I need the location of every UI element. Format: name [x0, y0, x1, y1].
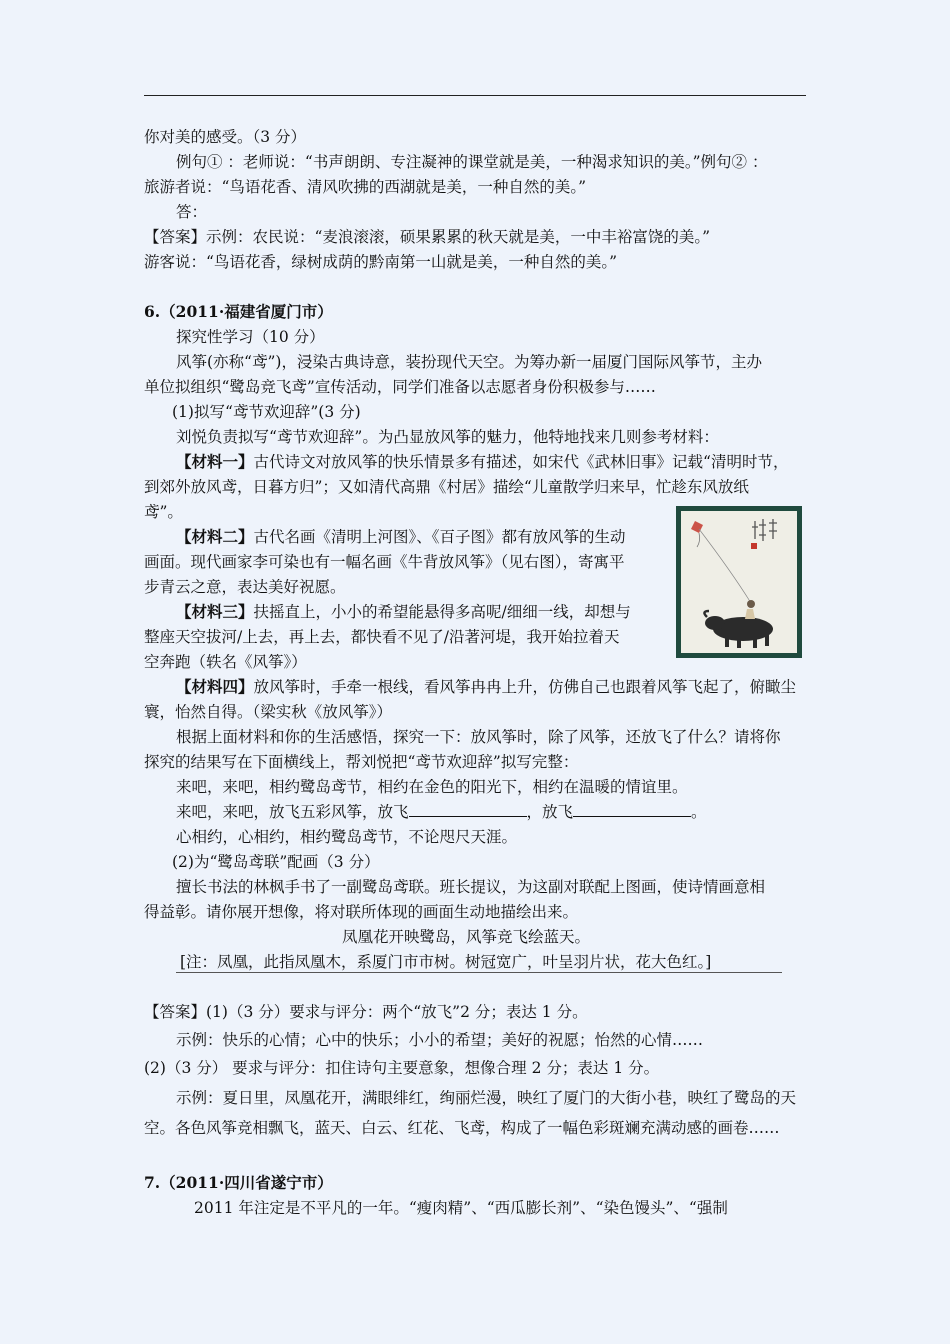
text-line: 探究的结果写在下面横线上，帮刘悦把“鸢节欢迎辞”拟写完整： — [144, 753, 579, 771]
note: [注：凤凰，此指凤凰木，系厦门市市树。树冠宽广，叶呈羽片状，花大色红。] — [180, 953, 712, 971]
answer-line: (2)（3 分） 要求与评分：扣住诗句主要意象，想像合理 2 分；表达 1 分。 — [144, 1059, 660, 1077]
material-4-label: 【材料四】 — [176, 677, 254, 696]
text-line: 例句① ：老师说：“书声朗朗、专注凝神的课堂就是美，一种渴求知识的美。”例句② ： — [176, 153, 768, 171]
question-7-title: 7.（2011·四川省遂宁市） — [144, 1173, 333, 1192]
subquestion-2: (2)为“鹭岛鸢联”配画（3 分） — [172, 853, 380, 871]
subquestion-1: (1)拟写“鸢节欢迎辞”(3 分) — [172, 403, 361, 421]
kite-buffalo-painting — [676, 506, 802, 658]
text-line: 答： — [176, 203, 208, 221]
text-line: 寰，怡然自得。（梁实秋《放风筝》） — [144, 703, 393, 721]
answer-line: 【答案】示例：农民说：“麦浪滚滚，硕果累累的秋天就是美，一中丰裕富饶的美。” — [144, 228, 711, 246]
text-line: 画面。现代画家李可染也有一幅名画《牛背放风筝》（见右图），寄寓平 — [144, 553, 625, 571]
material-2-label: 【材料二】 — [176, 527, 254, 546]
text-line: 整座天空拔河/上去，再上去，都快看不见了/沿著河堤，我开始拉着天 — [144, 628, 620, 646]
text-line: 2011 年注定是不平凡的一年。“瘦肉精”、“西瓜膨长剂”、“染色馒头”、“强制 — [194, 1199, 728, 1217]
answer-line: 空。各色风筝竞相飘飞，蓝天、白云、红花、飞鸢，构成了一幅色彩斑斓充满动感的画卷…… — [144, 1119, 780, 1137]
answer-blank-1[interactable] — [409, 801, 527, 817]
text-line: 步青云之意，表达美好祝愿。 — [144, 578, 346, 596]
text-line: 到郊外放风鸢，日暮方归”；又如清代高鼎《村居》描绘“儿童散学归来早，忙趁东风放纸 — [144, 478, 749, 496]
couplet: 凤凰花开映鹭岛，风筝竞飞绘蓝天。 — [342, 928, 591, 946]
material-2: 【材料二】古代名画《清明上河图》、《百子图》都有放风筝的生动 — [176, 527, 626, 546]
material-3-label: 【材料三】 — [176, 602, 254, 621]
material-3: 【材料三】扶摇直上，小小的希望能悬得多高呢/细细一线，却想与 — [176, 602, 631, 621]
fill-in-line: 来吧，来吧，放飞五彩风筝，放飞 ，放飞 。 — [176, 803, 707, 821]
text-line: 风筝(亦称“鸢”)，浸染古典诗意，装扮现代天空。为筹办新一届厦门国际风筝节，主办 — [176, 353, 762, 371]
text-line: 刘悦负责拟写“鸢节欢迎辞”。为凸显放风筝的魅力，他特地找来几则参考材料： — [176, 428, 719, 446]
text-line: 空奔跑（轶名《风筝》） — [144, 653, 307, 671]
text-line: 你对美的感受。（3 分） — [144, 128, 307, 146]
text-line: 得益彰。请你展开想像，将对联所体现的画面生动地描绘出来。 — [144, 903, 579, 921]
answer-blank-2[interactable] — [573, 801, 691, 817]
painting-illustration — [681, 511, 797, 653]
text-line: 根据上面材料和你的生活感悟，探究一下：放风筝时，除了风筝，还放飞了什么？请将你 — [176, 728, 781, 746]
material-1-label: 【材料一】 — [176, 452, 254, 471]
text-line: 单位拟组织“鹭岛竞飞鸢”宣传活动，同学们准备以志愿者身份积极参与…… — [144, 378, 656, 396]
question-6-title: 6.（2011·福建省厦门市） — [144, 302, 333, 321]
material-4: 【材料四】放风筝时，手牵一根线，看风筝冉冉上升，仿佛自己也跟着风筝飞起了，俯瞰尘 — [176, 677, 797, 696]
answer-line: 示例：夏日里，凤凰花开，满眼绯红，绚丽烂漫，映红了厦门的大街小巷，映红了鹭岛的天 — [176, 1089, 797, 1107]
text-line: 心相约，心相约，相约鹭岛鸢节，不论咫尺天涯。 — [176, 828, 518, 846]
text-line: 旅游者说：“鸟语花香、清风吹拂的西湖就是美，一种自然的美。” — [144, 178, 587, 196]
answer-line: 游客说：“鸟语花香，绿树成荫的黔南第一山就是美，一种自然的美。” — [144, 253, 618, 271]
text-line: 擅长书法的林枫手书了一副鹭岛鸢联。班长提议，为这副对联配上图画，使诗情画意相 — [176, 878, 766, 896]
text-line: 来吧，来吧，相约鹭岛鸢节，相约在金色的阳光下，相约在温暖的情谊里。 — [176, 778, 688, 796]
answer-line: 【答案】(1)（3 分）要求与评分：两个“放飞”2 分；表达 1 分。 — [144, 1003, 588, 1021]
text-line: 探究性学习（10 分） — [176, 328, 325, 346]
header-rule — [144, 95, 806, 96]
material-1: 【材料一】古代诗文对放风筝的快乐情景多有描述，如宋代《武林旧事》记载“清明时节， — [176, 452, 789, 471]
answer-line: 示例：快乐的心情；心中的快乐；小小的希望；美好的祝愿；怡然的心情…… — [176, 1031, 704, 1049]
text-line: 鸢”。 — [144, 503, 183, 521]
